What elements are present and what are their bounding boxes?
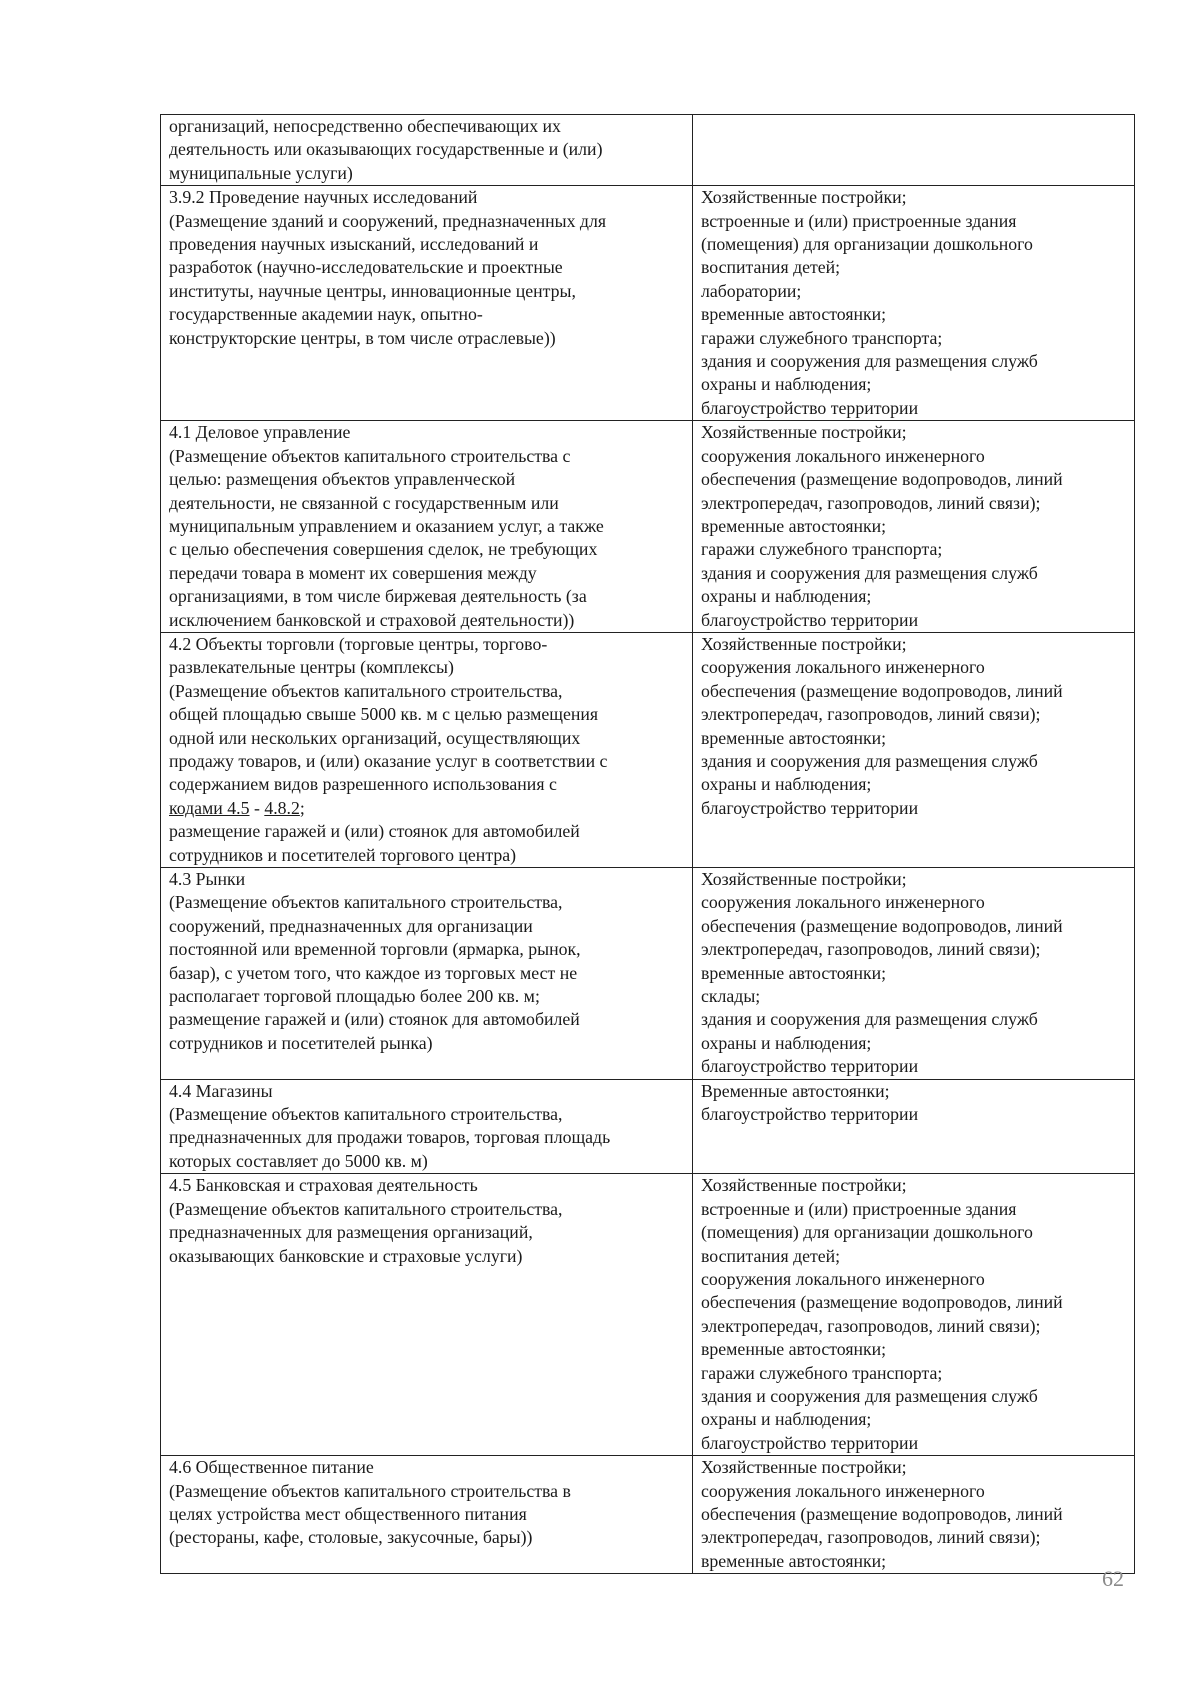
description-line: сооружений, предназначенных для организации: [169, 915, 533, 936]
auxiliary-use-line: здания и сооружения для размещения служб: [701, 1385, 1038, 1406]
description-line: передачи товара в момент их совершения между: [169, 562, 537, 583]
table-row: [161, 1456, 1135, 1574]
auxiliary-use-line: электропередач, газопроводов, линий связи);: [701, 704, 1041, 725]
auxiliary-uses-cell: [693, 1174, 1135, 1456]
description-line: продажу товаров, и (или) оказание услуг в соответствии с: [169, 750, 608, 771]
auxiliary-use-line: временные автостоянки;: [701, 1550, 887, 1571]
description-line: (Размещение объектов капитального строительства в: [169, 1480, 571, 1501]
description-line: целью: размещения объектов управленческой: [169, 469, 516, 490]
auxiliary-use-line: благоустройство территории: [701, 397, 919, 418]
auxiliary-use-line: временные автостоянки;: [701, 515, 887, 536]
table-row: [161, 1174, 1135, 1456]
description-line: организаций, непосредственно обеспечивающих их: [169, 116, 561, 136]
auxiliary-use-line: временные автостоянки;: [701, 304, 887, 325]
description-line: предназначенных для продажи товаров, торговая площадь: [169, 1127, 611, 1148]
table-row: [161, 115, 1135, 186]
auxiliary-use-line: временные автостоянки;: [701, 962, 887, 983]
auxiliary-use-line: (помещения) для организации дошкольного: [701, 234, 1033, 255]
use-description-cell: [161, 868, 693, 1080]
auxiliary-use-line: охраны и наблюдения;: [701, 1409, 872, 1430]
auxiliary-use-line: охраны и наблюдения;: [701, 1032, 872, 1053]
auxiliary-use-line: благоустройство территории: [701, 1104, 919, 1125]
auxiliary-use-line: электропередач, газопроводов, линий связи);: [701, 1315, 1041, 1336]
auxiliary-use-line: гаражи служебного транспорта;: [701, 539, 943, 560]
description-line: деятельность или оказывающих государственные и (или): [169, 139, 603, 160]
description-line: предназначенных для размещения организаций,: [169, 1222, 533, 1243]
use-description-cell: [161, 632, 693, 867]
auxiliary-use-line: здания и сооружения для размещения служб: [701, 1009, 1038, 1030]
auxiliary-use-line: охраны и наблюдения;: [701, 374, 872, 395]
description-line: 4.2 Объекты торговли (торговые центры, торгово-: [169, 633, 548, 654]
auxiliary-use-line: охраны и наблюдения;: [701, 774, 872, 795]
description-line: муниципальным управлением и оказанием услуг, а также: [169, 515, 604, 536]
table-row: [161, 868, 1135, 1080]
auxiliary-use-line: Временные автостоянки;: [701, 1080, 890, 1101]
description-line: конструкторские центры, в том числе отраслевые)): [169, 327, 556, 348]
code-link-4-8-2[interactable]: 4.8.2: [264, 797, 300, 818]
description-line: одной или нескольких организаций, осуществляющих: [169, 727, 581, 748]
description-line: целях устройства мест общественного питания: [169, 1503, 527, 1524]
description-line: (Размещение зданий и сооружений, предназначенных для: [169, 210, 607, 231]
description-line: деятельности, не связанной с государственным или: [169, 492, 559, 513]
description-line: муниципальные услуги): [169, 162, 353, 183]
use-description-cell: [161, 1174, 693, 1456]
auxiliary-use-line: благоустройство территории: [701, 609, 919, 630]
description-line: содержанием видов разрешенного использования с: [169, 774, 557, 795]
auxiliary-use-line: Хозяйственные постройки;: [701, 633, 907, 654]
table-row: [161, 1079, 1135, 1174]
description-line: развлекательные центры (комплексы): [169, 657, 454, 678]
description-line: 4.6 Общественное питание: [169, 1457, 374, 1478]
description-line: общей площадью свыше 5000 кв. м с целью размещения: [169, 704, 599, 725]
description-line: (Размещение объектов капитального строительства,: [169, 680, 563, 701]
auxiliary-use-line: воспитания детей;: [701, 257, 841, 278]
description-line: сотрудников и посетителей рынка): [169, 1032, 433, 1053]
description-line: располагает торговой площадью более 200 кв. м;: [169, 986, 540, 1007]
description-line: 3.9.2 Проведение научных исследований: [169, 187, 478, 208]
description-line: оказывающих банковские и страховые услуги): [169, 1245, 523, 1266]
auxiliary-use-line: (помещения) для организации дошкольного: [701, 1222, 1033, 1243]
auxiliary-uses-cell: [693, 1456, 1135, 1574]
auxiliary-use-line: Хозяйственные постройки;: [701, 1457, 907, 1478]
table-row: [161, 632, 1135, 867]
description-line: размещение гаражей и (или) стоянок для автомобилей: [169, 1009, 580, 1030]
auxiliary-use-line: сооружения локального инженерного: [701, 657, 985, 678]
auxiliary-use-line: электропередач, газопроводов, линий связи);: [701, 939, 1041, 960]
description-line: с целью обеспечения совершения сделок, не требующих: [169, 539, 598, 560]
description-line: 4.4 Магазины: [169, 1080, 273, 1101]
auxiliary-uses-cell: [693, 421, 1135, 633]
auxiliary-use-line: здания и сооружения для размещения служб: [701, 750, 1038, 771]
description-line: (Размещение объектов капитального строительства,: [169, 892, 563, 913]
auxiliary-use-line: Хозяйственные постройки;: [701, 869, 907, 889]
description-line: институты, научные центры, инновационные центры,: [169, 280, 576, 301]
description-line: (Размещение объектов капитального строительства,: [169, 1104, 563, 1125]
use-description-cell: [161, 421, 693, 633]
code-range-separator: -: [249, 797, 265, 818]
description-line: 4.5 Банковская и страховая деятельность: [169, 1175, 478, 1196]
code-suffix: ;: [299, 797, 305, 818]
auxiliary-use-line: электропередач, газопроводов, линий связи);: [701, 1527, 1041, 1548]
auxiliary-use-line: благоустройство территории: [701, 797, 919, 818]
auxiliary-use-line: обеспечения (размещение водопроводов, линий: [701, 680, 1063, 701]
code-link-4-5[interactable]: кодами 4.5: [169, 797, 250, 818]
auxiliary-use-line: временные автостоянки;: [701, 1339, 887, 1360]
auxiliary-use-line: здания и сооружения для размещения служб: [701, 562, 1038, 583]
description-line: государственные академии наук, опытно-: [169, 304, 483, 325]
description-line: 4.3 Рынки: [169, 869, 246, 889]
auxiliary-uses-cell: [693, 115, 1135, 186]
description-line: (Размещение объектов капитального строительства,: [169, 1198, 563, 1219]
auxiliary-use-line: гаражи служебного транспорта;: [701, 327, 943, 348]
auxiliary-use-line: здания и сооружения для размещения служб: [701, 351, 1038, 372]
auxiliary-use-line: электропередач, газопроводов, линий связи);: [701, 492, 1041, 513]
description-line: размещение гаражей и (или) стоянок для автомобилей: [169, 821, 580, 842]
auxiliary-uses-cell: [693, 1079, 1135, 1174]
auxiliary-use-line: встроенные и (или) пристроенные здания: [701, 1198, 1017, 1219]
description-line: (Размещение объектов капитального строительства с: [169, 445, 571, 466]
auxiliary-use-line: Хозяйственные постройки;: [701, 1175, 907, 1196]
auxiliary-use-line: встроенные и (или) пристроенные здания: [701, 210, 1017, 231]
auxiliary-uses-cell: [693, 632, 1135, 867]
description-line: 4.1 Деловое управление: [169, 422, 351, 443]
auxiliary-use-line: Хозяйственные постройки;: [701, 422, 907, 443]
auxiliary-use-line: охраны и наблюдения;: [701, 586, 872, 607]
table-row: [161, 421, 1135, 633]
auxiliary-use-line: сооружения локального инженерного: [701, 445, 985, 466]
auxiliary-use-line: Хозяйственные постройки;: [701, 187, 907, 208]
description-line: проведения научных изысканий, исследований и: [169, 234, 539, 255]
use-description-cell: [161, 1456, 693, 1574]
description-line: которых составляет до 5000 кв. м): [169, 1150, 428, 1171]
description-line: постоянной или временной торговли (ярмарка, рынок,: [169, 939, 581, 960]
auxiliary-use-line: воспитания детей;: [701, 1245, 841, 1266]
auxiliary-uses-cell: [693, 868, 1135, 1080]
auxiliary-use-line: склады;: [701, 986, 761, 1007]
description-line: исключением банковской и страховой деятельности)): [169, 609, 575, 630]
use-description-cell: [161, 1079, 693, 1174]
auxiliary-use-line: гаражи служебного транспорта;: [701, 1362, 943, 1383]
page-number: 62: [1102, 1566, 1124, 1591]
auxiliary-uses-cell: [693, 186, 1135, 421]
auxiliary-use-line: сооружения локального инженерного: [701, 892, 985, 913]
auxiliary-use-line: обеспечения (размещение водопроводов, линий: [701, 469, 1063, 490]
auxiliary-use-line: благоустройство территории: [701, 1432, 919, 1453]
description-line: базар), с учетом того, что каждое из торговых мест не: [169, 962, 578, 983]
auxiliary-use-line: сооружения локального инженерного: [701, 1268, 985, 1289]
use-description-cell: [161, 186, 693, 421]
description-line: (рестораны, кафе, столовые, закусочные, бары)): [169, 1527, 533, 1548]
auxiliary-use-line: обеспечения (размещение водопроводов, линий: [701, 1503, 1063, 1524]
table-row: [161, 186, 1135, 421]
auxiliary-use-line: временные автостоянки;: [701, 727, 887, 748]
description-line: сотрудников и посетителей торгового центра): [169, 844, 517, 865]
description-line: организациями, в том числе биржевая деятельность (за: [169, 586, 587, 607]
auxiliary-use-line: благоустройство территории: [701, 1056, 919, 1077]
codes-reference-line: [169, 797, 684, 820]
auxiliary-use-line: обеспечения (размещение водопроводов, линий: [701, 1292, 1063, 1313]
description-line: разработок (научно-исследовательские и проектные: [169, 257, 563, 278]
auxiliary-use-line: сооружения локального инженерного: [701, 1480, 985, 1501]
auxiliary-use-line: обеспечения (размещение водопроводов, линий: [701, 915, 1063, 936]
land-use-table: [160, 114, 1135, 1574]
use-description-cell: [161, 115, 693, 186]
auxiliary-use-line: лаборатории;: [701, 280, 802, 301]
